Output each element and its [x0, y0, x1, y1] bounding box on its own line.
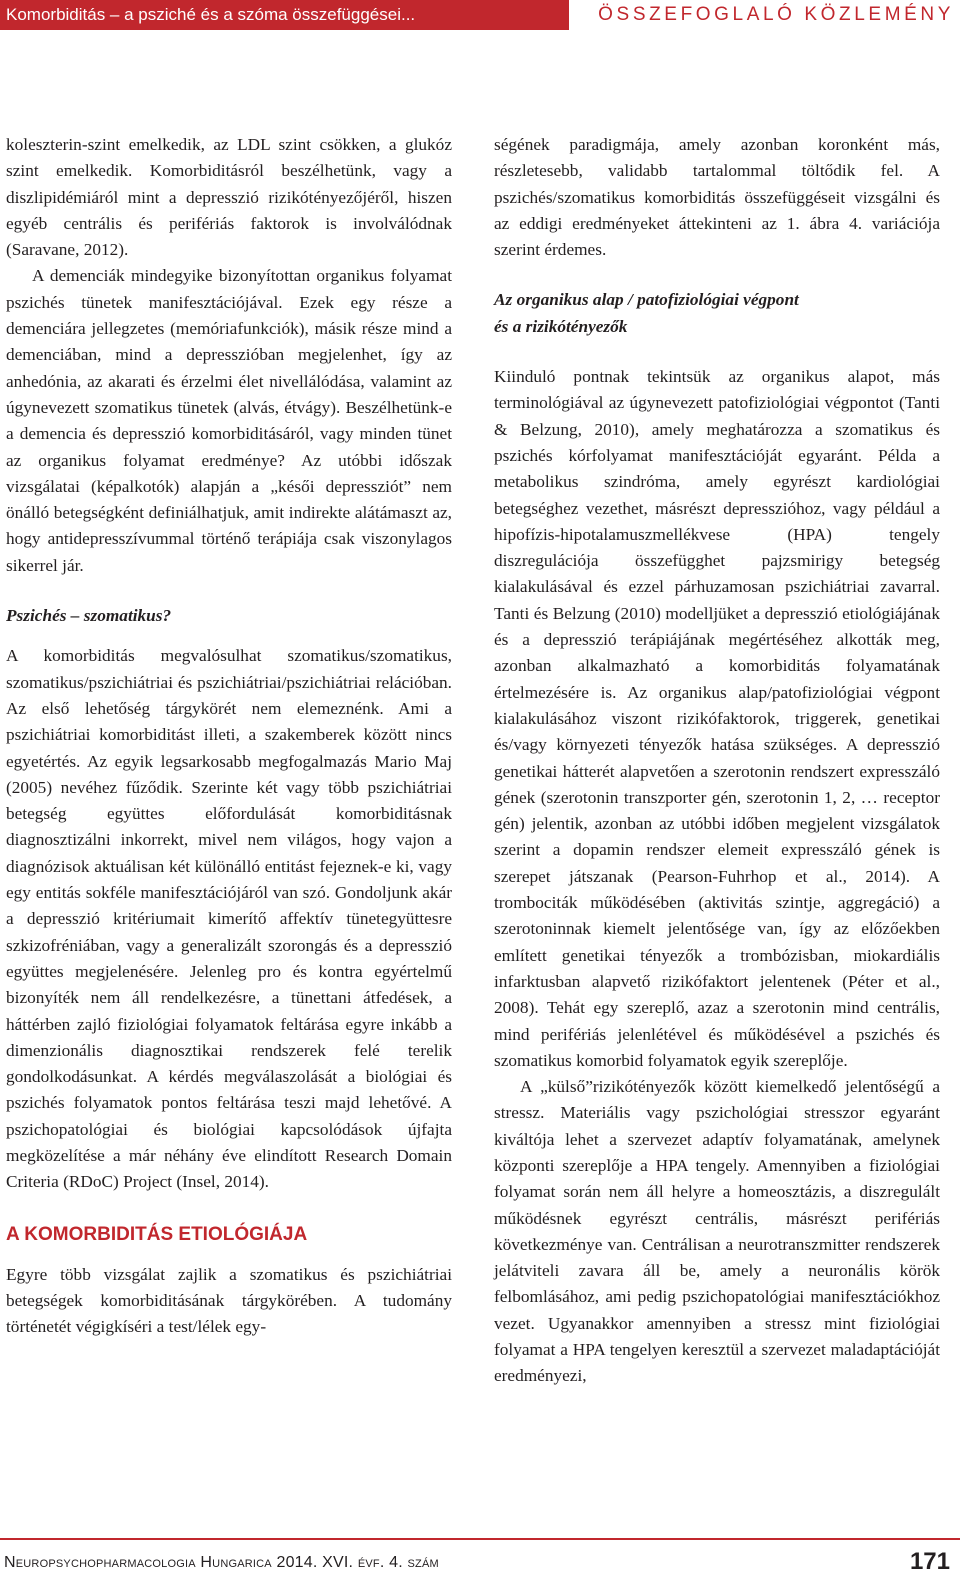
right-column [494, 132, 940, 1390]
right-paragraph-1: ségének paradigmája, amely azonban koronként más, részletesebb, validabb tartalommal töltődik fel. A pszichés/szomatikus komorbiditás összefüggéseit vizsgálni és az eddigi eredményeket áttekinteni az 1. ábra 4. variációja szerint érdemes. [494, 135, 940, 260]
right-paragraph-2: Kiinduló pontnak tekintsük az organikus alapot, más terminológiával az úgynevezett patofiziológiai végpontot (Tanti & Belzung, 2010), amely meghatározza a szomatikus és pszichés kórfolyamat manifesztációját egyaránt. Példa a metabolikus szindróma, amely egyrészt kardiológiai betegséghez vezethet, másrészt depresszióhoz, vagy például a hipofízis-hipotalamuszmellékvese (HPA) tengely diszregulációja összefügghet pajzsmirigy betegség kialakulásával és ezzel párhuzamosan pszichiátriai zavarral. Tanti és Belzung (2010) modelljüket a depresszió etiológiájának és a depresszió terápiájának megértéséhez alkották meg, azonban alkalmazható a komorbiditás folyamatának értelmezésére is. Az organikus alap/patofiziológiai végpont kialakulásához viszont rizikófaktorok, triggerek, genetikai és/vagy környezeti tényezők hatása szükséges. A depresszió genetikai hátterét alapvetően a szerotonin rendszert expresszáló gének (szerotonin transzporter gén, szerotonin 1, 2, … receptor gén) jelentik, azonban az utóbbi időben megjelent vizsgálatok szerint a dopamin rendszer elemeit expresszáló gének is szerepet játszanak (Pearson-Fuhrhop et al., 2014). A trombociták működésében (aktivitás szintje, aggregáció) a szerotoninnak kiemelt jelentősége van, így az előzőekben említett genetikai tényezők a trombózisban, miokardiális infarktusban alapvető rizikófaktort jelentenek (Péter et al., 2008). Tehát egy szereplő, azaz a szerotonin mind centrális, mind perifériás jelenlétével és működésével a pszichés és szomatikus komorbid folyamatok egyik szereplője. [494, 367, 940, 1070]
footer-rule [0, 1538, 960, 1540]
left-column [6, 132, 452, 1341]
left-paragraph-2: A demenciák mindegyike bizonyítottan organikus folyamat pszichés tünetek manifesztációjával. Ezek egy része a demenciára jellegzetes (memóriafunkciók), másik része mind a demenciában, mind a depresszióban megjelenhet, így az anhedónia, az akarati és érzelmi élet nivellálódása, valamint az úgynevezett szomatikus tünetek (alvás, étvágy). Beszélhetünk-e a demencia és depresszió komorbiditásáról, vagy minden tünet az organikus folyamat eredménye? Az utóbbi időszak vizsgálatai (képalkotók) alapján a „késői depressziót” nem önálló betegségként definiálhatjuk, amit indirekte alátámaszt az, hogy antidepresszívummal történő terápiája csak viszonylagos sikerrel jár. [6, 266, 452, 575]
left-paragraph-1: koleszterin-szint emelkedik, az LDL szint csökken, a glukóz szint emelkedik. Komorbiditásról beszélhetünk, vagy a diszlipidémiáról mint a depresszió rizikótényezőjéről, hiszen egyéb centrális és perifériás faktorok is involválódnak (Saravane, 2012). [6, 135, 452, 260]
left-paragraph-3: A komorbiditás megvalósulhat szomatikus/szomatikus, szomatikus/pszichiátriai és pszichiátriai/pszichiátriai relációban. Az első lehetőség tárgykörét nem elemeznénk. Ami a pszichiátriai komorbiditást illeti, a szakemberek között nincs egyetértés. Az egyik legsarkosabb megfogalmazás Mario Maj (2005) nevéhez fűződik. Szerinte két vagy több pszichiátriai betegség együttes előfordulását komorbiditásnak diagnosztizálni inkorrekt, mivel nem világos, hogy vajon a diagnózisok aktuálisan két különálló entitást fejeznek-e ki, vagy egy entitás sokféle manifesztációjáról van szó. Gondoljunk akár a depresszió kritériumait kimerítő affektív tünetegyüttesre szkizofréniában, vagy a generalizált szorongás és a depresszió együttes megjelenésére. Jelenleg pro és kontra egyértelmű bizonyíték nem áll rendelkezésre, a tünettani átfedések, a háttérben zajló fiziológiai folyamatok feltárása egyre inkább a dimenzionális diagnosztikai rendszerek felé terelik gondolkodásunkat. A kérdés megválaszolását a biológiai és pszichés folyamatok pontos feltárása teszi majd lehetővé. A pszichopatológiai és biológiai kapcsolódások újfajta megközelítése a már néhány éve elindított Research Domain Criteria (RDoC) Project (Insel, 2014). [6, 646, 452, 1192]
journal-citation: Neuropsychopharmacologia Hungarica 2014. XVI. évf. 4. szám [4, 1554, 439, 1571]
left-paragraph-4: Egyre több vizsgálat zajlik a szomatikus és pszichiátriai betegségek komorbiditásának tárgykörében. A tudomány történetét végigkíséri a test/lélek egy- [6, 1264, 452, 1337]
subheading-organic-base-line1: Az organikus alap / patofiziológiai végpont [494, 290, 799, 310]
subheading-psychic-somatic: Pszichés – szomatikus? [6, 606, 172, 626]
running-title: Komorbiditás – a psziché és a szóma összefüggései... [0, 0, 569, 30]
subheading-organic-base [494, 287, 940, 340]
section-title-etiology: A KOMORBIDITÁS ETIOLÓGIÁJA [6, 1223, 308, 1245]
right-paragraph-3: A „külső”rizikótényezők között kiemelkedő jelentőségű a stressz. Materiális vagy pszichológiai stresszor egyaránt kiváltója lehet a szervezet adaptív folyamatának, amelynek központi szereplője a HPA tengely. Amennyiben a fiziológiai folyamat során nem áll helyre a homeosztázis, a diszregulált működésnek egyrészt centrális, másrészt perifériás következménye van. Centrálisan a neurotranszmitter rendszerek jelátviteli zavara áll be, amely a neuronális körök felbomlásához, ami pedig pszichopatológiai manifesztációkhoz vezet. Ugyanakkor amennyiben a stressz mint fiziológiai folyamat a HPA tengelyen keresztül a szervezet maladaptációját eredményezi, [494, 1077, 940, 1386]
article-type-label: ÖSSZEFOGLALÓ KÖZLEMÉNY [569, 0, 960, 30]
running-header [0, 0, 960, 30]
page-footer [0, 1538, 960, 1590]
page-number: 171 [909, 1548, 950, 1575]
subheading-organic-base-line2: és a rizikótényezők [494, 316, 628, 336]
